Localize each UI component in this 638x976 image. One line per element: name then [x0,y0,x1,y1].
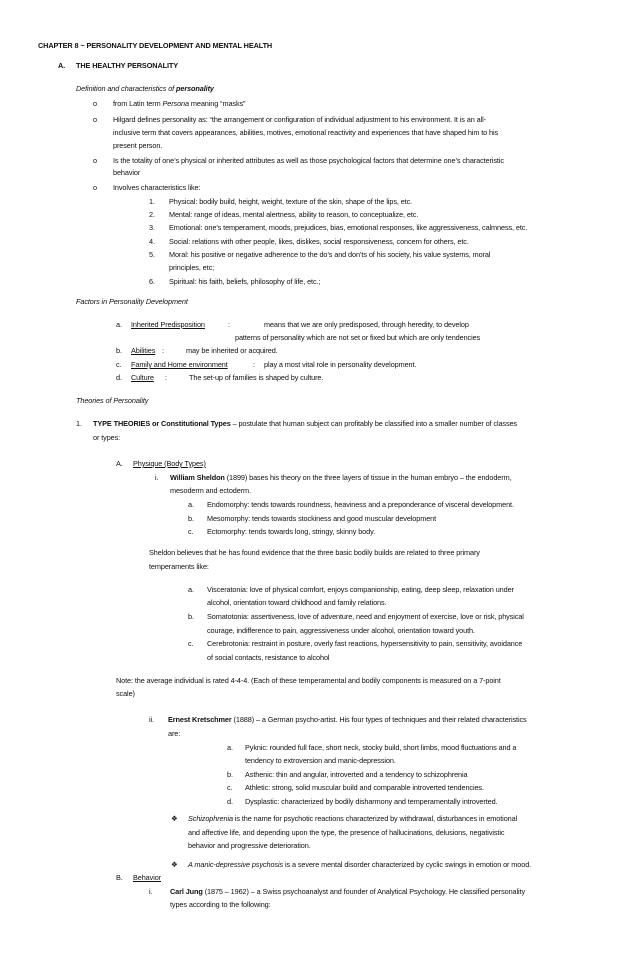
definition-item-2-line2: inclusive term that covers appearances, abilities, motives, emotional reactivity and experiences that have shaped him to his [113,128,499,137]
temperament-visceratonia-cont: alcohol, orientation toward childhood and family relations. [207,598,387,607]
list-letter: c. [188,527,194,536]
factor-term-abilities: Abilities [131,346,156,355]
characteristic-moral-cont: principles, etc; [169,263,215,272]
characteristic-emotional: Emotional: one’s temperament, moods, prejudices, bias, emotional responses, like aggressiveness, calmness, etc. [169,223,528,232]
list-letter: b. [227,770,233,779]
factor-sep: : [228,320,230,329]
kretschmer-dysplastic: Dysplastic: characterized by bodily disharmony and temperamentally introverted. [245,797,498,806]
kretschmer-marker: ii. [149,715,154,724]
definition-heading: Definition and characteristics of personality [76,84,214,93]
kretschmer-asthenic: Asthenic: thin and angular, introverted and a tendency to schizophrenia [245,770,468,779]
diamond-bullet-icon: ❖ [171,860,178,869]
list-letter: b. [116,346,122,355]
list-number: 5. [149,250,155,259]
section-a-marker: A. [58,61,66,70]
schizophrenia-line1: Schizophrenia is the name for psychotic reactions characterized by withdrawal, disturbances in emotional [188,814,518,823]
factor-term-culture: Culture [131,373,154,382]
behavior-marker: B. [116,873,123,882]
chapter-title: CHAPTER 8 ~ PERSONALITY DEVELOPMENT AND MENTAL HEALTH [38,41,273,50]
list-number: 3. [149,223,155,232]
list-number: 1. [149,197,155,206]
body-type-endomorphy: Endomorphy: tends towards roundness, heaviness and a preponderance of visceral development. [207,500,514,509]
list-letter: a. [188,585,194,594]
list-number: 2. [149,210,155,219]
definition-item-3-line2: behavior [113,168,141,177]
factor-desc-inherited-cont: patterns of personality which are not set or fixed but which are only tendencies [235,333,481,342]
sheldon-belief-line2: temperaments like: [149,562,209,571]
characteristic-spiritual: Spiritual: his faith, beliefs, philosophy of life, etc.; [169,277,321,286]
list-letter: a. [116,320,122,329]
list-letter: d. [116,373,122,382]
factor-desc-family: play a most vital role in personality development. [264,360,417,369]
sheldon-line2: mesoderm and ectoderm. [170,486,251,495]
list-letter: b. [188,514,194,523]
section-a-title: THE HEALTHY PERSONALITY [76,61,179,70]
kretschmer-line1: Ernest Kretschmer (1888) – a German psycho-artist. His four types of techniques and their related characteristics [168,715,527,724]
type-theories-line1: TYPE THEORIES or Constitutional Types – postulate that human subject can profitably be classified into a smaller number of classes [93,419,518,428]
sheldon-line1: William Sheldon (1899) bases his theory on the three layers of tissue in the human embryo – the endoderm, [170,473,512,482]
list-number: 4. [149,237,155,246]
kretschmer-line2: are: [168,729,181,738]
physique-marker: A. [116,459,123,468]
kretschmer-athletic: Athletic: strong, solid muscular build and comparable introverted tendencies. [245,783,484,792]
bullet-o: o [93,115,97,124]
list-letter: a. [188,500,194,509]
definition-item-1: from Latin term Persona meaning “masks” [113,99,246,108]
characteristic-moral: Moral: his positive or negative adherence to the do’s and don’ts of his society, his value systems, moral [169,250,491,259]
jung-line1: Carl Jung (1875 – 1962) – a Swiss psychoanalyst and founder of Analytical Psychology. He classified personality [170,887,526,896]
factors-heading: Factors in Personality Development [76,297,188,306]
behavior-title: Behavior [133,873,161,882]
temperament-cerebrotonia-cont: of social contacts, resistance to alcohol [207,653,330,662]
jung-marker: i. [149,887,153,896]
bullet-o: o [93,156,97,165]
bullet-o: o [93,99,97,108]
list-number: 6. [149,277,155,286]
schizophrenia-line3: behavior and progressive deterioration. [188,841,311,850]
definition-item-2-line3: present person. [113,141,163,150]
list-number: 1. [76,419,82,428]
list-letter: c. [116,360,122,369]
definition-item-4-line1: Involves characteristics like: [113,183,201,192]
note-line1: Note: the average individual is rated 4-4-4. (Each of these temperamental and bodily components is measured on a 7-point [116,676,501,685]
theories-heading: Theories of Personality [76,396,149,405]
definition-item-2-line1: Hilgard defines personality as: “the arrangement or configuration of individual adjustment to his environment. It is an all- [113,115,486,124]
physique-title: Physique (Body Types) [133,459,206,468]
characteristic-physical: Physical: bodily build, height, weight, texture of the skin, shape of the lips, etc. [169,197,413,206]
definition-item-3-line1: Is the totality of one’s physical or inherited attributes as well as those psychological factors that determine one’s characteristic [113,156,504,165]
sheldon-belief-line1: Sheldon believes that he has found evidence that the three basic bodily builds are related to three primary [149,548,480,557]
temperament-somatotonia-cont: courage, indifference to pain, aggressiveness under alcohol, orientation toward youth. [207,626,475,635]
factor-sep: : [253,360,255,369]
factor-desc-inherited: means that we are only predisposed, through heredity, to develop [264,320,469,329]
list-letter: a. [227,743,233,752]
sheldon-marker: i. [155,473,159,482]
factor-term-inherited: Inherited Predisposition [131,320,205,329]
factor-desc-culture: The set-up of families is shaped by culture. [189,373,324,382]
kretschmer-pyknic-cont: tendency to extroversion and manic-depression. [245,756,396,765]
body-type-mesomorphy: Mesomorphy: tends towards stockiness and good muscular development [207,514,437,523]
list-letter: c. [188,639,194,648]
list-letter: d. [227,797,233,806]
body-type-ectomorphy: Ectomorphy: tends towards long, stringy, skinny body. [207,527,376,536]
factor-sep: : [165,373,167,382]
factor-desc-abilities: may be inherited or acquired. [186,346,278,355]
diamond-bullet-icon: ❖ [171,814,178,823]
kretschmer-pyknic: Pyknic: rounded full face, short neck, stocky build, short limbs, mood fluctuations and a [245,743,517,752]
manic-depressive-line: A manic-depressive psychosis is a severe mental disorder characterized by cyclic swings in emotion or mood. [188,860,532,869]
note-line2: scale) [116,689,135,698]
characteristic-social: Social: relations with other people, likes, dislikes, social responsiveness, concern for others, etc. [169,237,469,246]
characteristic-mental: Mental: range of ideas, mental alertness, ability to reason, to conceptualize, etc. [169,210,419,219]
temperament-visceratonia: Visceratonia: love of physical comfort, enjoys companionship, eating, deep sleep, relaxation under [207,585,514,594]
bullet-o: o [93,183,97,192]
temperament-somatotonia: Somatotonia: assertiveness, love of adventure, need and enjoyment of exercise, love or risk, physical [207,612,524,621]
jung-line2: types according to the following: [170,900,271,909]
list-letter: c. [227,783,233,792]
factor-sep: : [162,346,164,355]
temperament-cerebrotonia: Cerebrotonia: restraint in posture, overly fast reactions, hypersensitivity to pain, sensitivity, avoidance [207,639,523,648]
schizophrenia-line2: and affective life, and depending upon the type, the presence of hallucinations, delusions, negativistic [188,828,505,837]
factor-term-family: Family and Home environment [131,360,228,369]
list-letter: b. [188,612,194,621]
type-theories-line2: or types: [93,433,121,442]
